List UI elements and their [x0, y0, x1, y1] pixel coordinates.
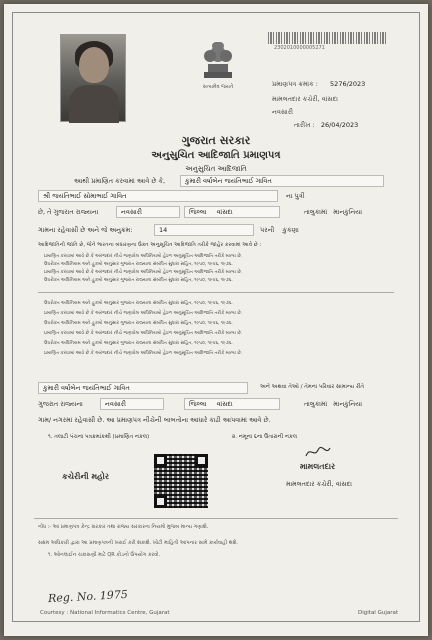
applicant-photo	[60, 34, 126, 122]
act-paragraph-4: પ્રમાણિત કરવામાં આવે છે કે અરજદાર નીચે જણાવેલ અધિનિયમો હેઠળ અનુસૂચિત આદિજાતિ તરીકે માન્ય છે.	[44, 270, 243, 275]
officer-office: મામલતદાર કચેરી, વાંસદા	[286, 480, 352, 488]
basis-item-2: ૨. નમૂના ૬ના ઉતારાની નકલ	[232, 434, 298, 440]
certificate-title: અનુસુચિત આદિજાતિ પ્રમાણપત્ર	[151, 150, 281, 161]
taluka-name: વાંસદા	[216, 208, 233, 216]
certificate-sheet	[4, 4, 428, 636]
applicant-name: કુમારી વર્ષાબેન જયંતિભાઈ ગાવિત	[180, 175, 384, 187]
repeat-village-row	[304, 400, 362, 409]
order-line-left-2: પ્રમાણિત કરવામાં આવે છે કે અરજદાર નીચે જણાવેલ અધિનિયમો હેઠળ અનુસૂચિત આદિજાતિ તરીકે માન્ય છે.	[44, 311, 243, 316]
repeat-taluka-box	[184, 398, 280, 410]
qr-code	[154, 454, 208, 508]
national-emblem-icon	[198, 34, 238, 82]
repeat-taluka-label: જિલ્લા	[189, 400, 207, 408]
office-line-1: મામલતદાર કચેરી, વાંસદા	[272, 95, 338, 103]
basis-item-1: ૧. તલાટી પંચના પત્રક્રમાંકથી (પ્રમાણિત નકલ)	[48, 434, 150, 440]
tribe-row	[260, 226, 299, 235]
village-label: તાલુકામાં	[304, 208, 328, 216]
date-label: તારીખ :	[294, 121, 315, 129]
tribe-name: કુકણા	[282, 226, 299, 234]
father-name: શ્રી જયંતિભાઈ સોમાભાઈ ગાવિત	[38, 190, 278, 202]
taluka-label: જિલ્લા	[189, 208, 207, 216]
residence-line: ગામ/ નગરમાં રહેવાસી છે. આ પ્રમાણપત્ર નીચેની બાબતોના આધારે કાઢી આપવામાં આવે છે.	[38, 416, 271, 424]
notes-divider	[34, 518, 398, 519]
government-title: ગુજરાત સરકાર	[181, 134, 251, 147]
act-paragraph-5: ઉપરોક્ત અધિનિયમ અને હુકમો અનુસાર ગુજરાત રાજ્યના સંબંધિત સુધારા સહિત, ૧૯૫૦, ૧૯૫૬, ૧૯૭૬.	[44, 278, 233, 283]
repeat-taluka: વાંસદા	[216, 400, 233, 408]
note-1: નોંધ :- આ પ્રમાણપત્ર કેન્દ્ર સરકાર તથા રાજ્ય સરકારના નિયમો મુજબ માન્ય ગણાશે.	[38, 524, 209, 530]
certificate-number-label: પ્રમાણપત્ર ક્રમાંક :	[272, 80, 318, 88]
repeat-applicant-name: કુમારી વર્ષાબેન જયંતિભાઈ ગાવિત	[38, 382, 248, 394]
officer-signature-icon	[304, 444, 332, 460]
repeat-district: નવસારી	[100, 398, 164, 410]
issued-to-label: આથી પ્રમાણિત કરવામાં આવે છે કે,	[74, 177, 166, 185]
note-2: સક્ષમ અધિકારી દ્વારા આ પ્રમાણપત્રની ખરાઈ કરી શકાશે. ખોટી માહિતી આપનાર સામે કાર્યવાહી થશે.	[38, 540, 239, 546]
order-line-left-6: પ્રમાણિત કરવામાં આવે છે કે અરજદાર નીચે જણાવેલ અધિનિયમો હેઠળ અનુસૂચિત આદિજાતિ તરીકે માન્ય છે.	[44, 351, 243, 356]
certificate-subtitle: અનુસુચિત આદિજાતિ	[185, 165, 247, 173]
courtesy-footer: Courtesy : National Informatics Centre, Gujarat	[40, 610, 170, 616]
note-3: ૧. ઓનલાઈન ચકાસણી માટે QR કોડનો ઉપયોગ કરવો.	[48, 552, 161, 558]
office-line-2: નવસારી	[272, 108, 293, 116]
state-label: છે, તે ગુજરાત રાજ્યના	[38, 208, 99, 216]
tribe-prefix: પરની	[260, 226, 275, 234]
order-line-left-5: ઉપરોક્ત અધિનિયમ અને હુકમો અનુસાર ગુજરાત રાજ્યના સંબંધિત સુધારા સહિત, ૧૯૫૦, ૧૯૫૬, ૧૯૭૬.	[44, 341, 233, 346]
taluka-box	[184, 206, 280, 218]
certificate-number-row	[272, 80, 365, 89]
handwritten-reg-number: Reg. No. 1975	[47, 587, 129, 606]
office-seal: કચેરીની મહોર	[62, 472, 109, 481]
order-line-left-4: પ્રમાણિત કરવામાં આવે છે કે અરજદાર નીચે જણાવેલ અધિનિયમો હેઠળ અનુસૂચિત આદિજાતિ તરીકે માન્ય છે.	[44, 331, 243, 336]
village-name: માનકુનિયા	[333, 208, 363, 216]
emblem-motto: સત્યમેવ જયતે	[202, 84, 234, 90]
repeat-state: ગુજરાત રાજ્યના	[38, 400, 83, 408]
relation-label: ના પુત્રી	[286, 192, 305, 200]
village-row	[304, 208, 362, 217]
certificate-number: 5276/2023	[330, 80, 366, 88]
district-name: નવસારી	[116, 206, 180, 218]
order-line-left-1: ઉપરોક્ત અધિનિયમ અને હુકમો અનુસાર ગુજરાત રાજ્યના સંબંધિત સુધારા સહિત, ૧૯૫૦, ૧૯૫૬, ૧૯૭૬.	[44, 301, 233, 306]
repeat-village: માનકુનિયા	[333, 400, 363, 408]
act-paragraph-1: આદિજાતિની જાતિ છે, જેને ભારતના બંધારણના ઉક્ત અનુસૂચિત આદિજાતિ તરીકે જાહેર કરવામાં આવે છે :	[38, 242, 262, 248]
repeat-village-label: તાલુકામાં	[304, 400, 328, 408]
section-divider	[38, 292, 394, 293]
order-line-left-3: ઉપરોક્ત અધિનિયમ અને હુકમો અનુસાર ગુજરાત રાજ્યના સંબંધિત સુધારા સહિત, ૧૯૫૦, ૧૯૫૬, ૧૯૭૬.	[44, 321, 233, 326]
serial-number: 14	[154, 224, 254, 236]
officer-title: મામલતદાર	[300, 462, 336, 471]
barcode-number: 2302010000005271	[274, 45, 325, 51]
issue-date: 26/04/2023	[320, 121, 359, 129]
barcode	[268, 32, 388, 44]
act-paragraph-3: ઉપરોક્ત અધિનિયમ અને હુકમો અનુસાર ગુજરાત રાજ્યના સંબંધિત સુધારા સહિત, ૧૯૫૦, ૧૯૫૬, ૧૯૭૬.	[44, 262, 233, 267]
date-row	[294, 121, 358, 130]
act-paragraph-2: પ્રમાણિત કરવામાં આવે છે કે અરજદાર નીચે જણાવેલ અધિનિયમો હેઠળ અનુસૂચિત આદિજાતિ તરીકે માન્ય છે.	[44, 254, 243, 259]
repeat-state-row	[38, 400, 83, 409]
repeat-tail: અને અથવા તેઓ / તેમના પરિવાર સામાન્ય રીતે	[260, 384, 365, 390]
resides-label: ગામના રહેવાસી છે અને જે અનુક્રમ:	[38, 226, 133, 234]
digital-gujarat-footer: Digital Gujarat	[358, 610, 399, 616]
